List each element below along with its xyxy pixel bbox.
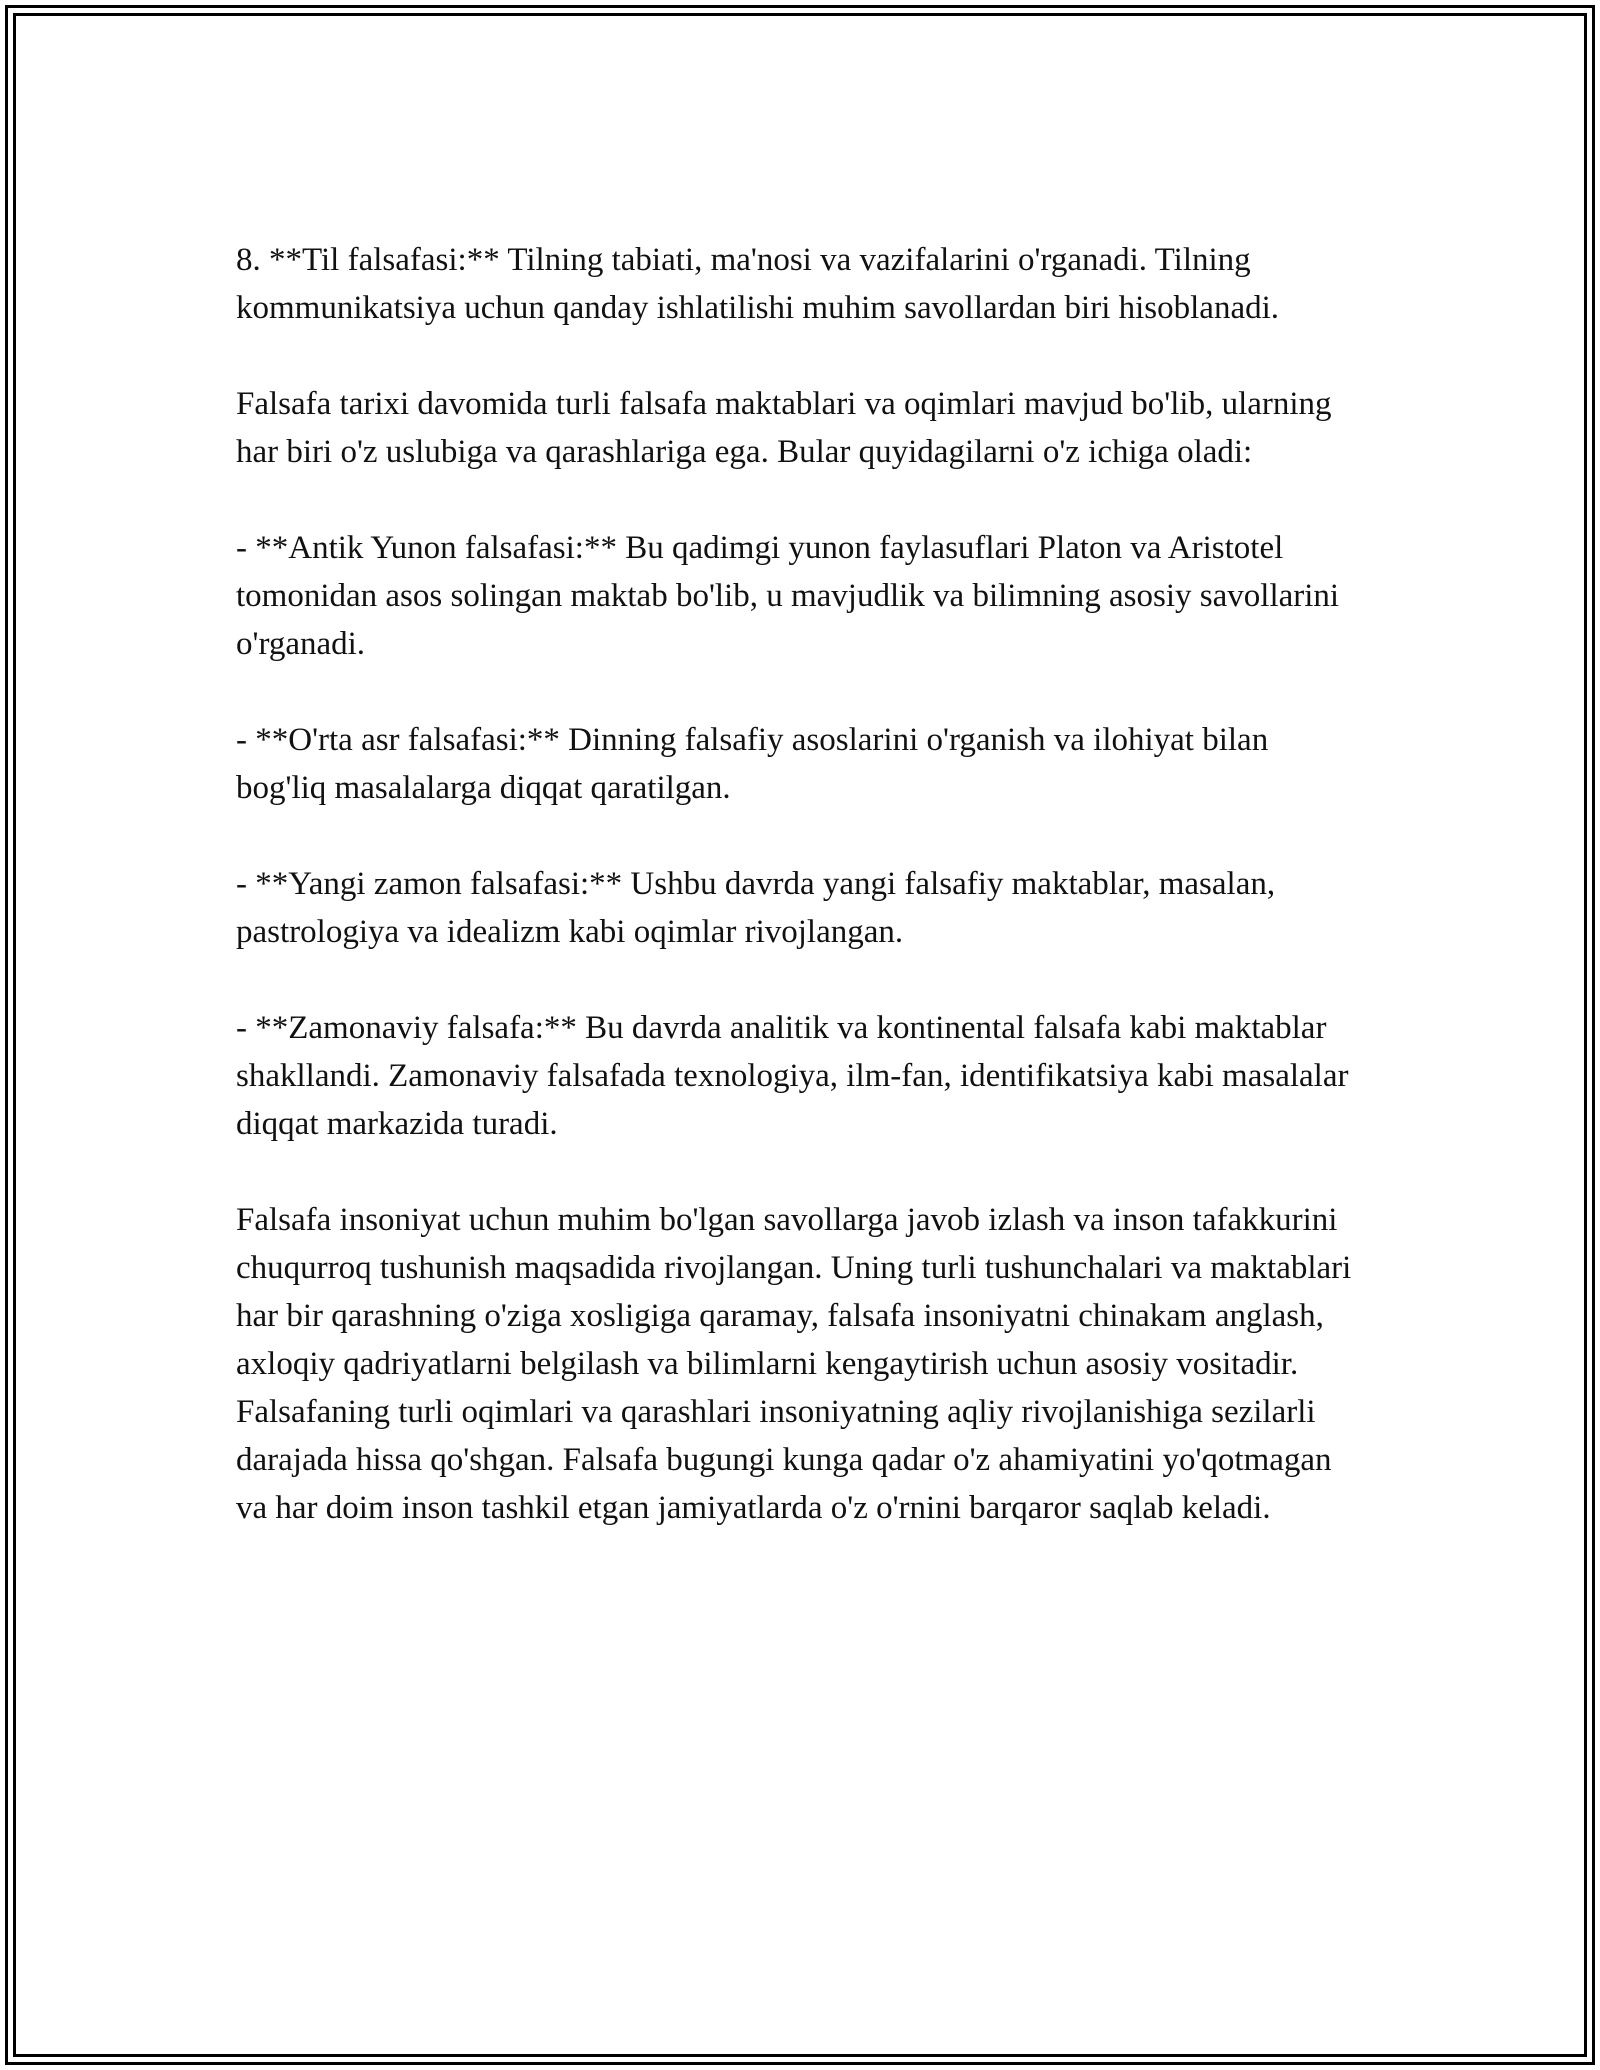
list-item-yangi-zamon: - **Yangi zamon falsafasi:** Ushbu davrda yangi falsafiy maktablar, masalan, pastrologiya va idealizm kabi oqimlar rivojlangan. [236, 866, 1276, 950]
list-item-zamonaviy: - **Zamonaviy falsafa:** Bu davrda analitik va kontinental falsafa kabi maktablar shakllandi. Zamonaviy falsafada texnologiya, ilm-fan, identifikatsiya kabi masalalar diqqat markazida turadi. [236, 1010, 1349, 1142]
paragraph-falsafa-tarixi: Falsafa tarixi davomida turli falsafa maktablari va oqimlari mavjud bo'lib, ularning har biri o'z uslubiga va qarashlariga ega. Bular quyidagilarni o'z ichiga oladi: [236, 386, 1332, 470]
paragraph-conclusion: Falsafa insoniyat uchun muhim bo'lgan savollarga javob izlash va inson tafakkurini chuqurroq tushunish maqsadida rivojlangan. Uning turli tushunchalari va maktablari har bir qarashning o'ziga xosligiga qaramay, falsafa insoniyatni chinakam anglash, axloqiy qadriyatlarni belgilash va bilimlarni kengaytirish uchun asosiy vositadir. Falsafaning turli oqimlari va qarashlari insoniyatning aqliy rivojlanishiga sezilarli darajada hissa qo'shgan. Falsafa bugungi kunga qadar o'z ahamiyatini yo'qotmagan va har doim inson tashkil etgan jamiyatlarda o'z o'rnini barqaror saqlab keladi. [236, 1202, 1352, 1526]
document-body [236, 236, 1366, 1532]
paragraph-til-falsafasi: 8. **Til falsafasi:** Tilning tabiati, ma'nosi va vazifalarini o'rganadi. Tilning kommunikatsiya uchun qanday ishlatilishi muhim savollardan biri hisoblanadi. [236, 242, 1280, 326]
list-item-orta-asr: - **O'rta asr falsafasi:** Dinning falsafiy asoslarini o'rganish va ilohiyat bilan bog'liq masalalarga diqqat qaratilgan. [236, 722, 1269, 806]
list-item-antik-yunon: - **Antik Yunon falsafasi:** Bu qadimgi yunon faylasuflari Platon va Aristotel tomonidan asos solingan maktab bo'lib, u mavjudlik va bilimning asosiy savollarini o'rganadi. [236, 530, 1340, 662]
